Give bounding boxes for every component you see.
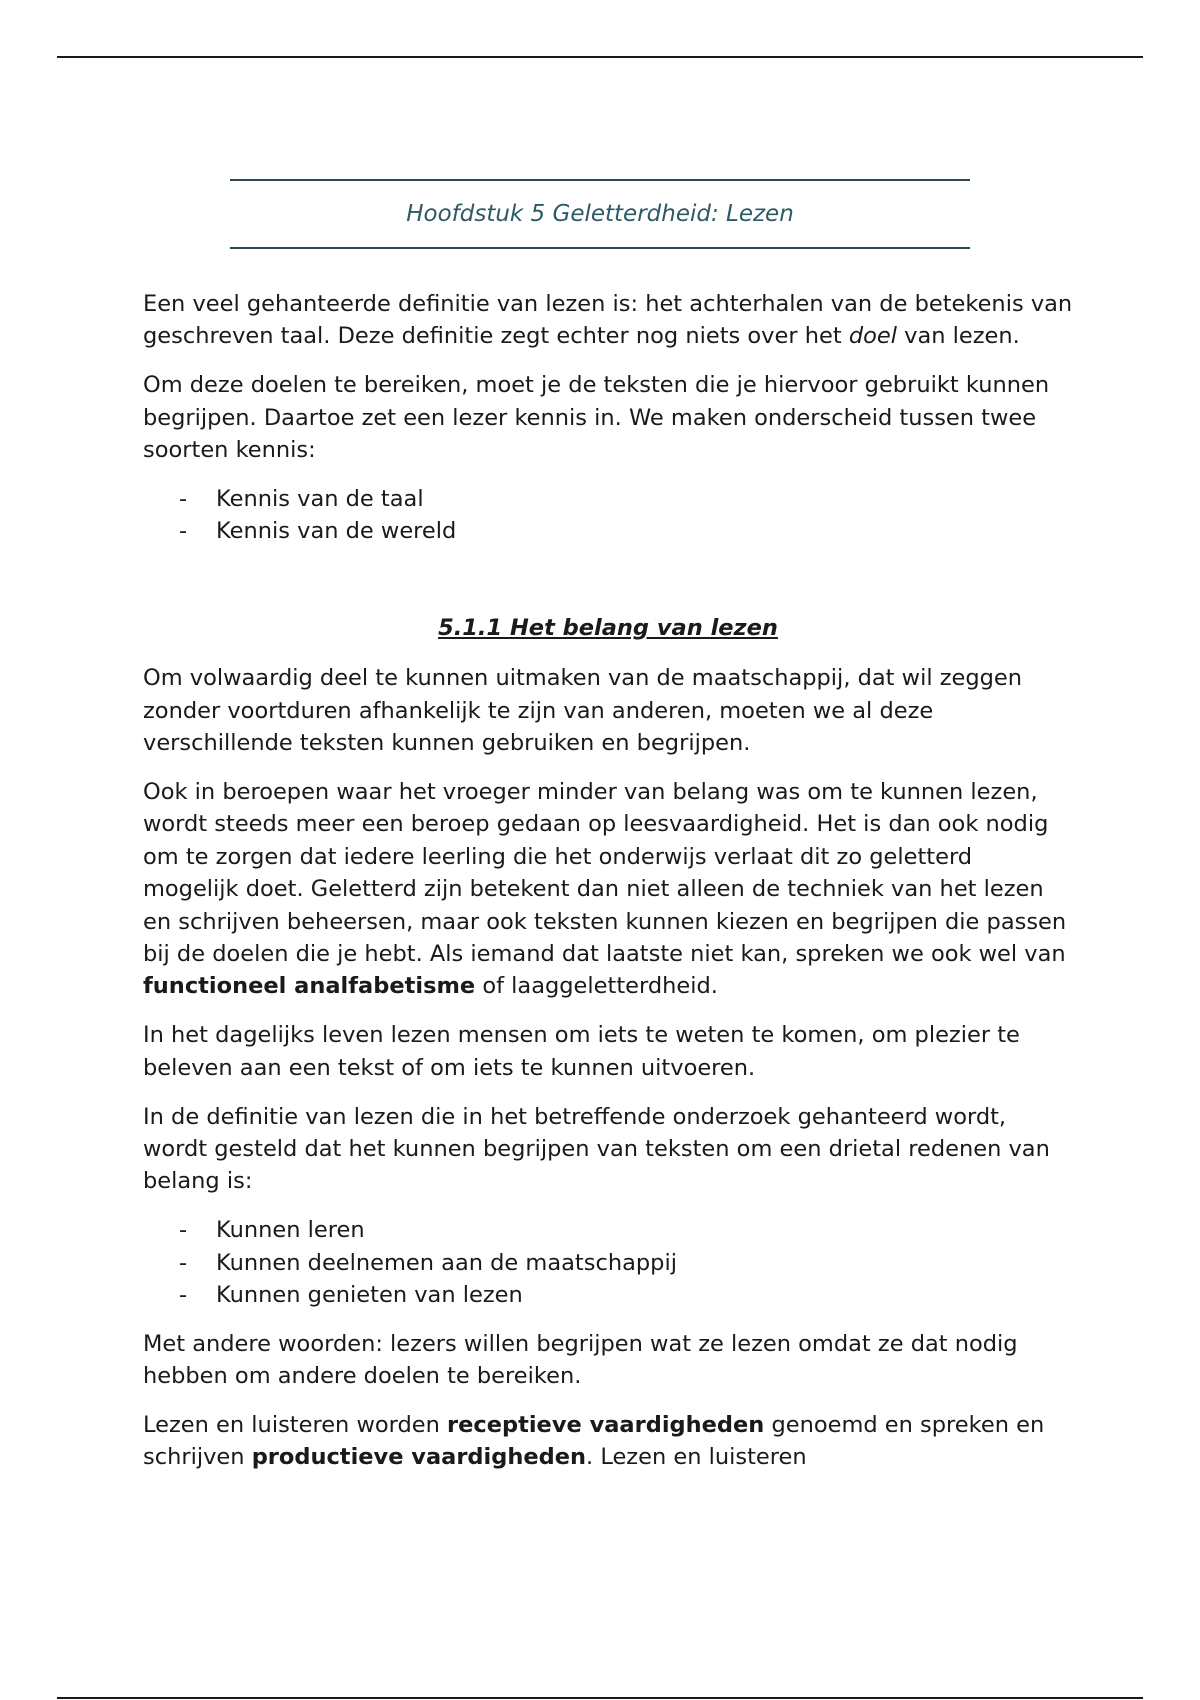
- section-paragraph-1: Om volwaardig deel te kunnen uitmaken van de maatschappij, dat wil zeggen zonder voortduren afhankelijk te zijn van anderen, moeten we al deze verschillende teksten kunnen gebruiken en begrijpen.: [143, 665, 1023, 757]
- section-paragraph-6: [143, 1409, 1073, 1474]
- list-item: [143, 1214, 1073, 1246]
- page-top-rule: [57, 56, 1143, 58]
- page-bottom-rule: [57, 1697, 1143, 1699]
- knowledge-list: [143, 483, 1073, 548]
- intro-p1-emphasis: doel: [848, 323, 897, 350]
- list-item-text: Kennis van de taal: [216, 486, 424, 513]
- list-item-text: Kunnen leren: [216, 1217, 365, 1244]
- list-dash: -: [179, 486, 188, 513]
- list-item-text: Kunnen deelnemen aan de maatschappij: [216, 1249, 677, 1276]
- list-item: [143, 483, 1073, 515]
- list-dash: -: [179, 1282, 188, 1309]
- section-p2-text-a: Ook in beroepen waar het vroeger minder van belang was om te kunnen lezen, wordt steeds meer een beroep gedaan op leesvaardigheid. Het is dan ook nodig om te zorgen dat iedere leerling die het onderwijs verlaat dit zo geletterd mogelijk doet. Geletterd zijn betekent dan niet alleen de techniek van het lezen en schrijven beheersen, maar ook teksten kunnen kiezen en begrijpen die passen bij de doelen die je hebt. Als iemand dat laatste niet kan, spreken we ook wel van: [143, 778, 1067, 967]
- section-p6-bold-1: receptieve vaardigheden: [447, 1411, 765, 1438]
- reasons-list: [143, 1214, 1073, 1311]
- list-item: [143, 1279, 1073, 1311]
- chapter-title-box: [230, 179, 970, 249]
- section-p6-text-b: genoemd en spreken en schrijven: [143, 1411, 1045, 1471]
- section-spacer: [143, 564, 1073, 612]
- list-dash: -: [179, 1217, 188, 1244]
- section-paragraph-5: Met andere woorden: lezers willen begrijpen wat ze lezen omdat ze dat nodig hebben om andere doelen te bereiken.: [143, 1330, 1018, 1389]
- list-item: [143, 1247, 1073, 1279]
- section-p2-text-b: of laaggeletterdheid.: [475, 973, 718, 1000]
- intro-p1-text-a: Een veel gehanteerde definitie van lezen is: het achterhalen van de betekenis van geschreven taal. Deze definitie zegt echter nog niets over het: [143, 291, 1073, 350]
- intro-paragraph-1: [143, 288, 1073, 353]
- intro-paragraph-2: Om deze doelen te bereiken, moet je de teksten die je hiervoor gebruikt kunnen begrijpen. Daartoe zet een lezer kennis in. We maken onderscheid tussen twee soorten kennis:: [143, 372, 1050, 464]
- list-dash: -: [179, 518, 188, 545]
- section-p6-text-a: Lezen en luisteren worden: [143, 1411, 448, 1438]
- section-p6-bold-2: productieve vaardigheden: [251, 1444, 587, 1471]
- section-heading: 5.1.1 Het belang van lezen: [438, 614, 778, 641]
- section-paragraph-3: In het dagelijks leven lezen mensen om iets te weten te komen, om plezier te beleven aan een tekst of om iets te kunnen uitvoeren.: [143, 1022, 1020, 1081]
- section-paragraph-4: In de definitie van lezen die in het betreffende onderzoek gehanteerd wordt, wordt gesteld dat het kunnen begrijpen van teksten om een drietal redenen van belang is:: [143, 1103, 1050, 1195]
- document-body: [143, 288, 1073, 1490]
- list-dash: -: [179, 1249, 188, 1276]
- section-p2-bold: functioneel analfabetisme: [143, 973, 476, 1000]
- list-item-text: Kunnen genieten van lezen: [216, 1282, 523, 1309]
- section-p6-text-c: . Lezen en luisteren: [586, 1444, 807, 1471]
- intro-p1-text-b: van lezen.: [896, 323, 1020, 350]
- chapter-title: Hoofdstuk 5 Geletterdheid: Lezen: [406, 201, 794, 227]
- section-paragraph-2: [143, 776, 1073, 1003]
- list-item: [143, 515, 1073, 547]
- list-item-text: Kennis van de wereld: [216, 518, 457, 545]
